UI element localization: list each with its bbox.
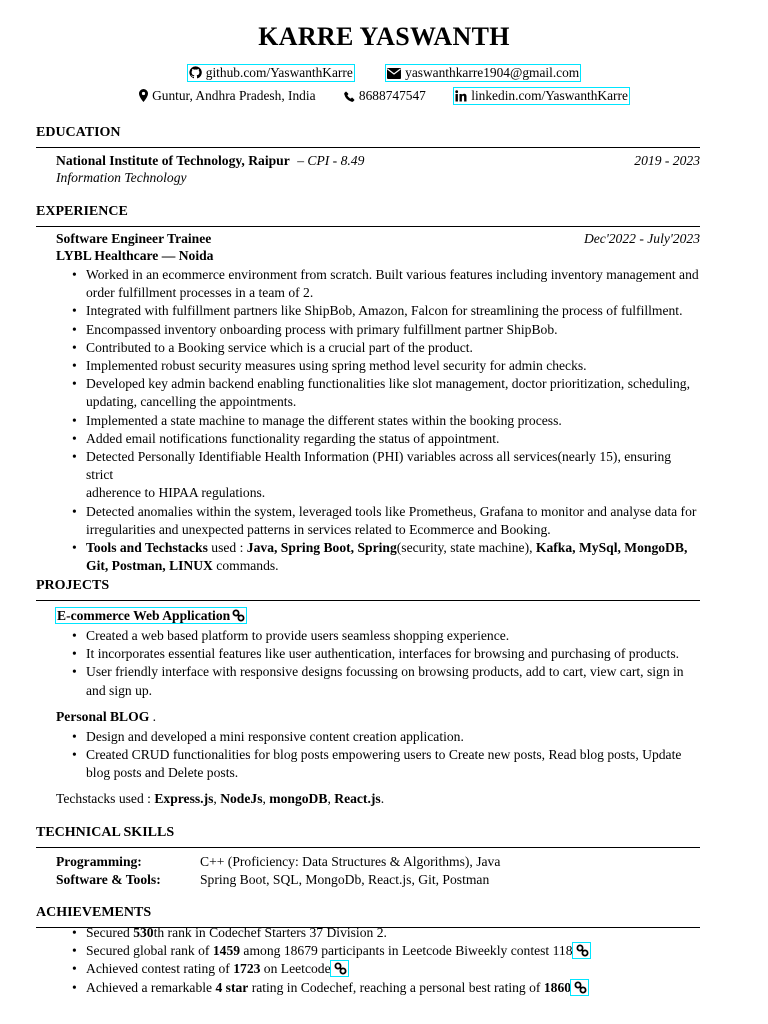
bullet-text: blog posts and Delete posts. <box>86 765 239 781</box>
techstack-4: React.js <box>334 791 381 806</box>
text: rating in Codechef, reaching a personal best rating of <box>248 979 544 995</box>
education-years: 2019 - 2023 <box>634 153 700 168</box>
text: th rank in Codechef Starters 37 Division 2. <box>153 925 387 940</box>
linkedin-link[interactable] <box>454 88 629 104</box>
list-item <box>70 302 700 320</box>
bullet-text: Encompassed inventory onboarding process with primary fulfillment partner ShipBob. <box>86 321 558 337</box>
job-dates: Dec'2022 - July'2023 <box>583 231 700 246</box>
bullet-text: Detected Personally Identifiable Health Information (PHI) variables across all services(nearly 15), ensuring strict <box>86 449 672 483</box>
list-item <box>70 645 700 663</box>
techstack-sep: , <box>327 791 335 806</box>
list-item <box>70 430 700 448</box>
bullet-text: updating, cancelling the appointments. <box>86 394 297 410</box>
bullet-text: Contributed to a Booking service which is a crucial part of the product. <box>86 339 473 355</box>
list-item <box>70 375 700 411</box>
email-text: yaswanthkarre1904@gmail.com <box>405 65 580 80</box>
link-icon <box>574 981 587 994</box>
project-2-title-line <box>56 709 700 725</box>
skill-key: Software & Tools: <box>56 872 161 887</box>
tools-used: used : <box>207 540 247 556</box>
phone-text: 8688747547 <box>358 88 426 103</box>
techstack-sep: , <box>262 791 270 806</box>
list-item <box>70 448 700 503</box>
bullet-text: adherence to HIPAA regulations. <box>86 485 266 501</box>
leetcode-profile-link[interactable] <box>331 961 348 976</box>
contact-row-2 <box>0 88 768 104</box>
text: Secured <box>86 925 134 940</box>
star-value: 4 star <box>215 979 249 995</box>
bullet-text: User friendly interface with responsive designs focussing on browsing products, add to cart, view cart, sign in <box>86 664 684 680</box>
bullet-text: and sign up. <box>86 682 153 698</box>
techstack-label: Techstacks used : <box>56 791 155 806</box>
list-item <box>70 924 700 942</box>
bullet-text: It incorporates essential features like user authentication, interfaces for browsing and purchasing of products. <box>86 646 680 662</box>
job-role: Software Engineer Trainee <box>56 231 212 246</box>
contact-row-1 <box>0 65 768 81</box>
list-item <box>70 357 700 375</box>
location-text: Guntur, Andhra Pradesh, India <box>152 88 316 103</box>
leetcode-contest-link[interactable] <box>573 943 590 958</box>
phone-item <box>344 88 426 104</box>
bullet-text: Design and developed a mini responsive content creation application. <box>86 729 464 744</box>
techstack-sep: , <box>213 791 221 806</box>
branch: Information Technology <box>56 170 187 185</box>
list-item <box>70 627 700 645</box>
project-1-title-line <box>56 608 700 624</box>
school-name: National Institute of Technology, Raipur <box>56 153 290 168</box>
achievements-list <box>70 924 700 997</box>
list-item <box>70 960 700 978</box>
project-2-bullets <box>70 728 700 783</box>
section-divider <box>36 226 700 227</box>
techstack-end: . <box>380 791 385 806</box>
github-link[interactable] <box>188 65 354 81</box>
experience-bullets <box>70 266 700 575</box>
map-pin-icon <box>139 89 148 102</box>
list-item <box>70 503 700 539</box>
linkedin-text: linkedin.com/YaswanthKarre <box>471 88 628 103</box>
tools-stack1: Java, Spring Boot, Spring <box>246 540 397 556</box>
rank-value: 1459 <box>212 943 241 959</box>
bullet-text: order fulfillment processes in a team of 2. <box>86 285 314 301</box>
bullet-text: Worked in an ecommerce environment from scratch. Built various features including inventory management and <box>86 267 699 282</box>
projects-heading: PROJECTS <box>36 578 110 593</box>
list-item <box>70 321 700 339</box>
skill-key: Programming: <box>56 854 142 869</box>
achievements-heading: ACHIEVEMENTS <box>36 905 152 920</box>
text: among 18679 participants in Leetcode Biweekly contest 118 <box>240 943 573 959</box>
text: Secured global rank of <box>86 943 213 959</box>
bullet-text: Implemented a state machine to manage the different states within the booking process. <box>86 412 562 428</box>
list-item <box>70 746 700 782</box>
skill-value: Spring Boot, SQL, MongoDb, React.js, Git, Postman <box>200 872 490 887</box>
tools-stack1b: (security, state machine), <box>396 540 536 556</box>
bullet-text: irregularities and unexpected patterns in services related to Ecommerce and Booking. <box>86 521 551 537</box>
link-icon <box>576 944 589 957</box>
bullet-text: Implemented robust security measures using spring method level security for admin checks. <box>86 358 587 374</box>
link-icon <box>334 962 347 975</box>
list-item <box>70 339 700 357</box>
bullet-text: Integrated with fulfillment partners like ShipBob, Amazon, Falcon for streamlining the process of fulfillment. <box>86 303 683 319</box>
techstack-3: mongoDB <box>269 791 328 806</box>
candidate-name: KARRE YASWANTH <box>258 22 510 51</box>
project-2-name: Personal BLOG <box>56 709 150 724</box>
envelope-icon <box>387 68 401 79</box>
experience-heading: EXPERIENCE <box>36 204 128 219</box>
tools-tail: commands. <box>212 558 279 574</box>
section-divider <box>36 847 700 848</box>
tools-stack3: Git, Postman, LINUX <box>86 558 213 574</box>
text: on Leetcode <box>260 961 331 977</box>
rank-value: 530 <box>133 925 154 940</box>
tools-label: Tools and Techstacks <box>86 540 208 556</box>
list-item <box>70 728 700 746</box>
skill-value: C++ (Proficiency: Data Structures & Algorithms), Java <box>200 854 501 869</box>
project-1-link[interactable] <box>56 608 246 623</box>
rating-value: 1723 <box>233 961 261 977</box>
section-divider <box>36 147 700 148</box>
rating-value: 1860 <box>543 979 572 995</box>
skills-heading: TECHNICAL SKILLS <box>36 825 175 840</box>
email-link[interactable] <box>386 65 580 81</box>
section-divider <box>36 600 700 601</box>
project-1-bullets <box>70 627 700 700</box>
list-item <box>70 412 700 430</box>
text: Achieved contest rating of <box>86 961 234 977</box>
company: LYBL Healthcare — Noida <box>56 248 214 263</box>
bullet-text: Developed key admin backend enabling functionalities like slot management, doctor prioritization, scheduling, <box>86 376 690 392</box>
list-item <box>70 266 700 302</box>
github-icon <box>189 66 202 79</box>
bullet-text: Created a web based platform to provide users seamless shopping experience. <box>86 628 510 643</box>
techstack-line <box>56 791 700 807</box>
bullet-text: Detected anomalies within the system, leveraged tools like Prometheus, Grafana to monitor and analyse data for <box>86 503 697 519</box>
education-heading: EDUCATION <box>36 125 121 140</box>
education-school-line <box>56 153 700 169</box>
list-item <box>70 979 700 997</box>
location-item <box>139 88 315 104</box>
list-item <box>70 539 700 575</box>
codechef-profile-link[interactable] <box>571 980 588 995</box>
bullet-text: Created CRUD functionalities for blog posts empowering users to Create new posts, Read blog posts, Update <box>86 747 682 763</box>
techstack-2: NodeJs <box>220 791 263 806</box>
bullet-text: Added email notifications functionality regarding the status of appointment. <box>86 430 500 446</box>
cpi: – CPI - 8.49 <box>297 153 365 168</box>
techstack-1: Express.js <box>154 791 214 806</box>
github-text: github.com/YaswanthKarre <box>205 65 353 80</box>
text: Achieved a remarkable <box>86 979 216 995</box>
project-2-dot: . <box>149 709 157 724</box>
project-1-name: E-commerce Web Application <box>57 608 231 623</box>
list-item <box>70 663 700 699</box>
phone-icon <box>344 91 355 102</box>
linkedin-icon <box>455 90 467 102</box>
link-icon <box>232 609 245 622</box>
tools-stack2: Kafka, MySql, MongoDB, <box>535 540 688 556</box>
list-item <box>70 942 700 960</box>
